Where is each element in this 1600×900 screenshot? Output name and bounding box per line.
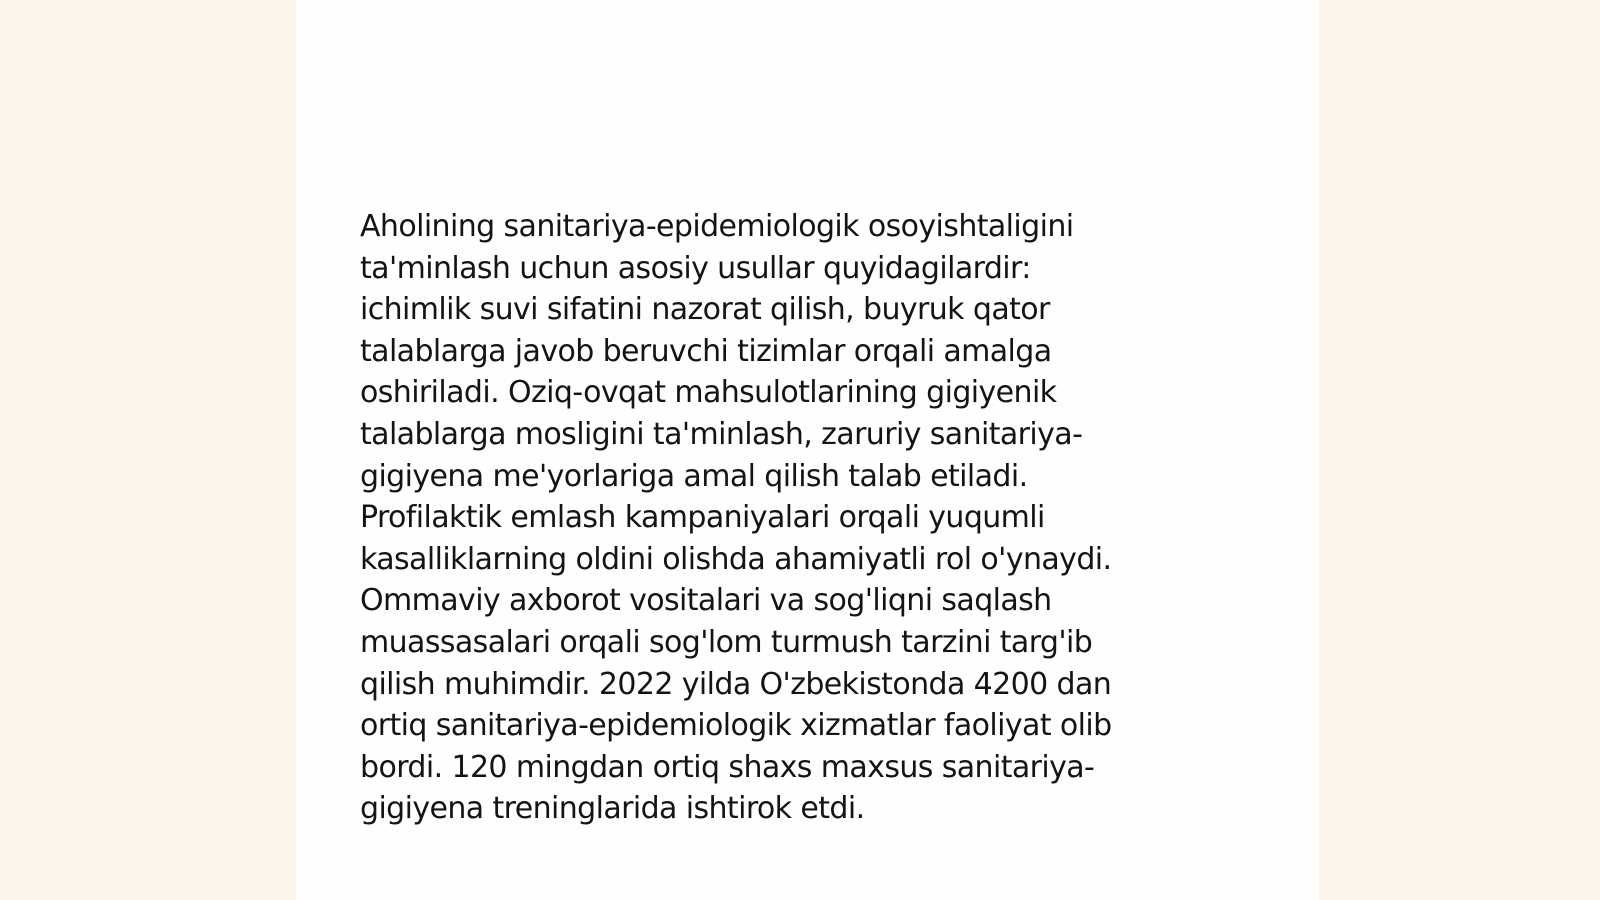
paragraph-line: muassasalari orqali sog'lom turmush tarzini targ'ib: [360, 624, 1093, 660]
paragraph-line: ortiq sanitariya-epidemiologik xizmatlar faoliyat olib: [360, 708, 1112, 744]
body-paragraph: [360, 206, 1240, 830]
paragraph-line: qilish muhimdir. 2022 yilda O'zbekistonda 4200 dan: [360, 666, 1112, 702]
paragraph-line: gigiyena me'yorlariga amal qilish talab etiladi.: [360, 458, 1028, 494]
paragraph-line: talablarga mosligini ta'minlash, zaruriy sanitariya-: [360, 416, 1083, 452]
document-page: [296, 0, 1319, 900]
paragraph-line: Profilaktik emlash kampaniyalari orqali yuqumli: [360, 500, 1045, 536]
paragraph-line: ichimlik suvi sifatini nazorat qilish, buyruk qator: [360, 292, 1050, 328]
paragraph-line: kasalliklarning oldini olishda ahamiyatli rol o'ynaydi.: [360, 541, 1112, 577]
paragraph-line: Ommaviy axborot vositalari va sog'liqni saqlash: [360, 583, 1052, 619]
paragraph-line: talablarga javob beruvchi tizimlar orqali amalga: [360, 333, 1052, 369]
paragraph-line: gigiyena treninglarida ishtirok etdi.: [360, 791, 865, 827]
paragraph-line: ta'minlash uchun asosiy usullar quyidagilardir:: [360, 250, 1031, 286]
paragraph-line: bordi. 120 mingdan ortiq shaxs maxsus sanitariya-: [360, 749, 1095, 785]
paragraph-line: Aholining sanitariya-epidemiologik osoyishtaligini: [360, 209, 1074, 244]
paragraph-line: oshiriladi. Oziq-ovqat mahsulotlarining gigiyenik: [360, 375, 1057, 411]
